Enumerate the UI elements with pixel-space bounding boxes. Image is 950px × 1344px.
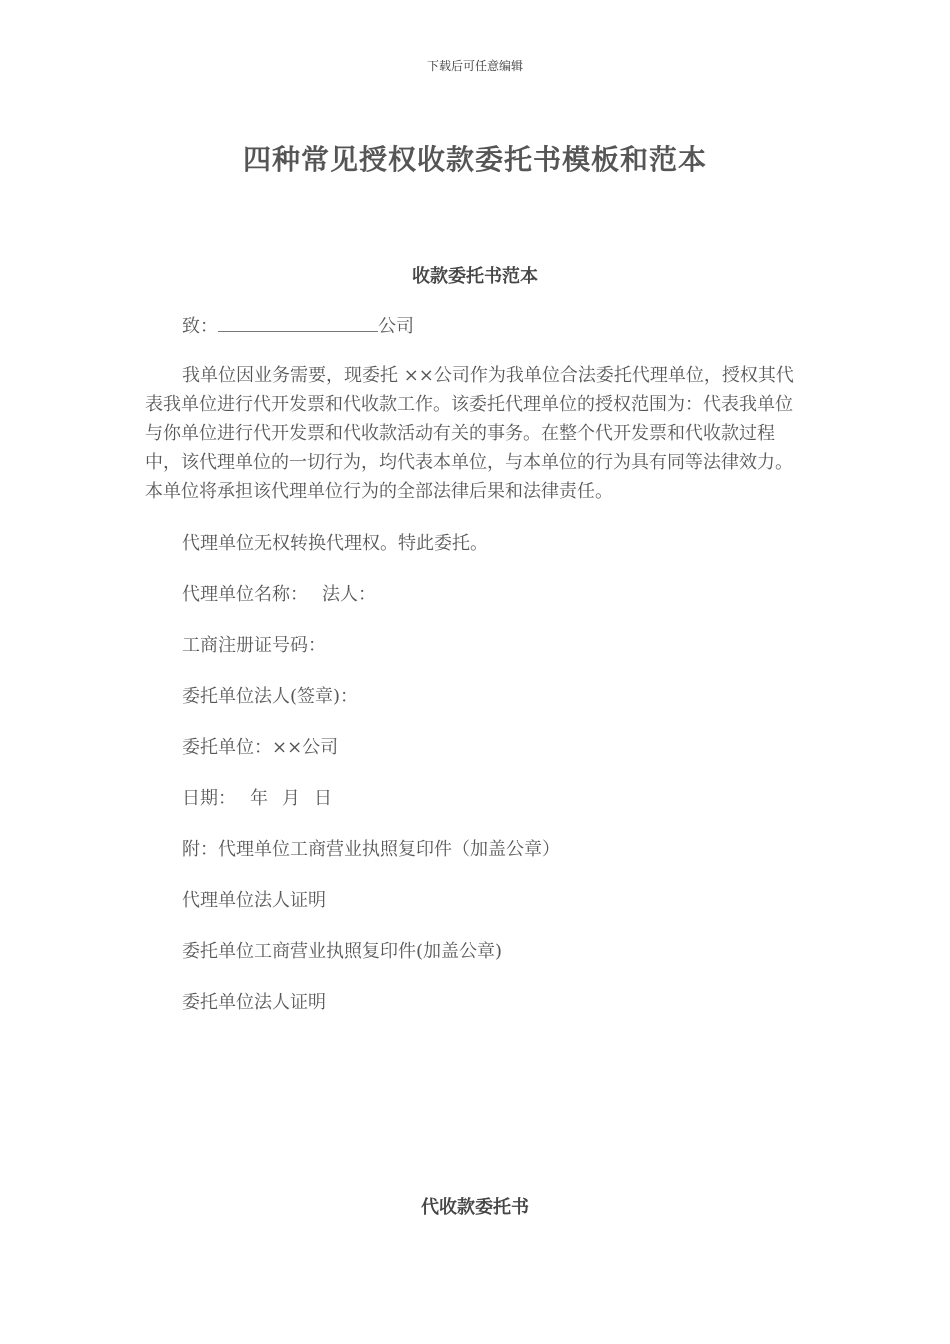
date-label: 日期：	[182, 788, 236, 809]
body-paragraph: 我单位因业务需要，现委托 ××公司作为我单位合法委托代理单位，授权其代表我单位进行代开发票和代收款工作。该委托代理单位的授权范围为：代表我单位与你单位进行代开发票和代收款活动有关的事务。在整个代开发票和代收款过程中，该代理单位的一切行为，均代表本单位，与本单位的行为具有同等法律效力。本单位将承担该代理单位行为的全部法律后果和法律责任。	[145, 365, 794, 502]
date-line	[182, 784, 332, 810]
reg-no-line: 工商注册证号码：	[182, 635, 326, 656]
agent-name-line	[182, 580, 376, 606]
addressee-blank	[218, 315, 378, 332]
addressee-prefix: 致：	[182, 316, 218, 337]
no-transfer-line: 代理单位无权转换代理权。特此委托。	[182, 533, 488, 554]
attachment-line-4: 委托单位法人证明	[182, 992, 326, 1013]
section-heading-2: 代收款委托书	[421, 1197, 529, 1218]
attachment-line-3: 委托单位工商营业执照复印件(加盖公章)	[182, 941, 503, 962]
principal-unit-line: 委托单位：××公司	[182, 737, 339, 758]
addressee-suffix: 公司	[378, 316, 414, 337]
date-year: 年	[250, 788, 268, 809]
date-day: 日	[314, 788, 332, 809]
attachment-line-2: 代理单位法人证明	[182, 890, 326, 911]
addressee-line	[182, 312, 414, 338]
principal-sign-line: 委托单位法人(签章)：	[182, 686, 359, 707]
section-heading-1: 收款委托书范本	[412, 266, 538, 287]
agent-name-label: 代理单位名称：	[182, 584, 308, 605]
legal-person-label: 法人：	[322, 584, 376, 605]
attachment-line-1: 附：代理单位工商营业执照复印件（加盖公章）	[182, 839, 560, 860]
header-note: 下载后可任意编辑	[426, 59, 523, 73]
document-title: 四种常见授权收款委托书模板和范本	[242, 143, 707, 176]
date-month: 月	[282, 788, 300, 809]
